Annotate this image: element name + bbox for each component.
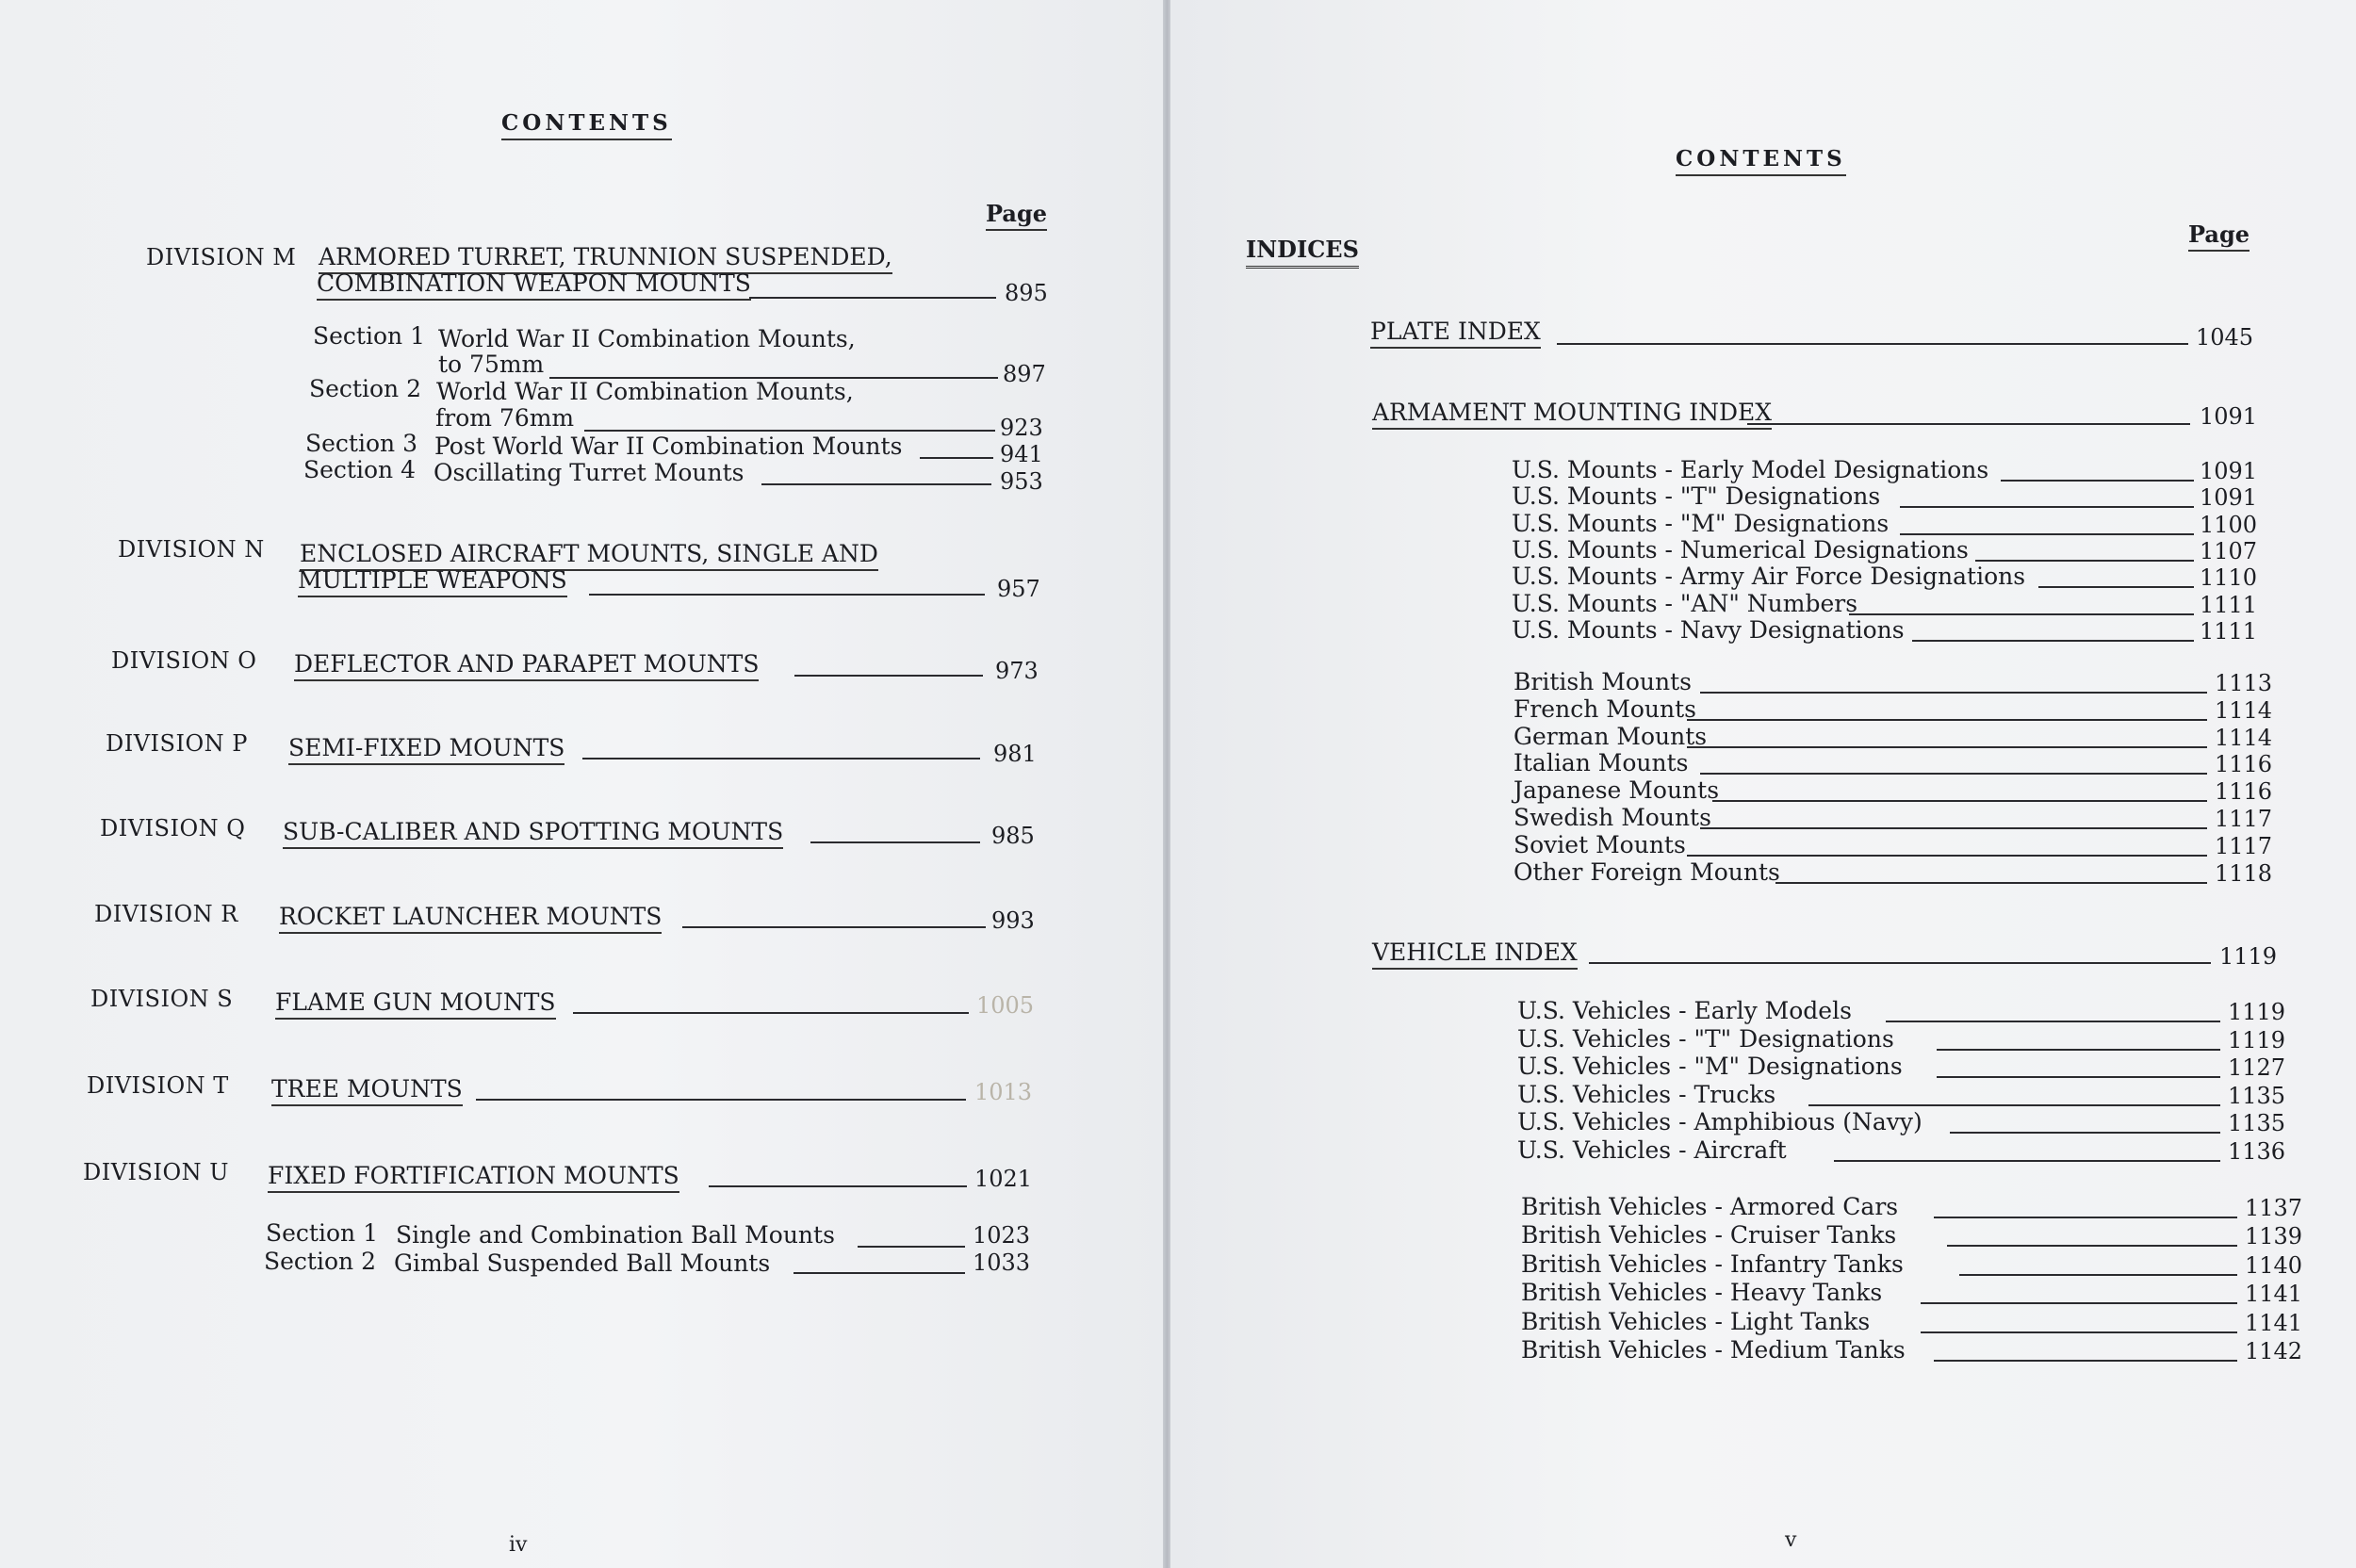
index-row-page: 1091 xyxy=(2200,484,2258,512)
division-title: SEMI-FIXED MOUNTS xyxy=(288,734,564,765)
leader-line xyxy=(1934,1217,2237,1218)
section-label: Section 2 xyxy=(264,1248,376,1275)
section-page-number: 897 xyxy=(1003,361,1046,387)
index-row-page: 1111 xyxy=(2200,591,2258,618)
index-row-page: 1117 xyxy=(2215,806,2273,832)
leader-line xyxy=(1886,1021,2220,1022)
section-title: Oscillating Turret Mounts xyxy=(434,459,744,486)
division-title: TREE MOUNTS xyxy=(271,1075,463,1106)
index-row-page: 1118 xyxy=(2215,859,2273,887)
index-row-title: Soviet Mounts xyxy=(1513,830,1686,858)
division-title: DEFLECTOR AND PARAPET MOUNTS xyxy=(294,650,759,681)
armament-index-title: ARMAMENT MOUNTING INDEX xyxy=(1372,399,1772,430)
index-row-title: U.S. Vehicles - "T" Designations xyxy=(1517,1024,1894,1053)
index-row-title: British Mounts xyxy=(1513,668,1692,695)
division-label: DIVISION T xyxy=(87,1072,229,1099)
section-title: World War II Combination Mounts, xyxy=(438,325,856,352)
section-title-cont: from 76mm xyxy=(435,404,575,432)
index-row-page: 1119 xyxy=(2228,1026,2286,1054)
index-row-title: U.S. Vehicles - Aircraft xyxy=(1517,1136,1787,1164)
right-page xyxy=(1170,0,2356,1568)
section-label: Section 3 xyxy=(305,430,417,457)
section-page-number: 953 xyxy=(1000,468,1043,495)
leader-line xyxy=(1775,882,2207,884)
index-row-title: U.S. Mounts - Navy Designations xyxy=(1512,615,1905,644)
leader-line xyxy=(1937,1076,2220,1078)
left-page-column-label: Page xyxy=(986,200,1047,231)
leader-line xyxy=(1747,423,2190,425)
leader-line xyxy=(1959,1274,2237,1276)
index-row-title: British Vehicles - Infantry Tanks xyxy=(1521,1250,1904,1278)
leader-line xyxy=(1712,800,2207,802)
leader-line xyxy=(920,457,993,459)
index-row-page: 1135 xyxy=(2228,1082,2286,1109)
index-row-page: 1142 xyxy=(2245,1338,2303,1364)
division-page-number: 1021 xyxy=(974,1166,1033,1192)
leader-line xyxy=(584,430,995,432)
index-row-page: 1140 xyxy=(2245,1251,2303,1279)
index-row-title: U.S. Vehicles - Trucks xyxy=(1517,1080,1776,1108)
division-page-number: 1013 xyxy=(974,1079,1033,1105)
leader-line xyxy=(1589,962,2211,964)
index-row-page: 1137 xyxy=(2245,1195,2303,1221)
vehicle-index-page: 1119 xyxy=(2219,943,2278,970)
leader-line xyxy=(1700,773,2207,775)
section-page-number: 1023 xyxy=(973,1222,1031,1249)
division-label: DIVISION P xyxy=(106,730,248,757)
index-row-page: 1127 xyxy=(2228,1054,2286,1082)
index-row-title: U.S. Mounts - "M" Designations xyxy=(1512,509,1890,537)
leader-line xyxy=(589,594,985,596)
index-row-title: U.S. Mounts - Early Model Designations xyxy=(1512,456,1989,483)
leader-line xyxy=(1700,827,2207,829)
section-title: World War II Combination Mounts, xyxy=(436,378,854,405)
leader-line xyxy=(573,1012,969,1014)
division-title-cont: COMBINATION WEAPON MOUNTS xyxy=(317,270,751,301)
leader-line xyxy=(1921,1302,2237,1304)
division-title: ARMORED TURRET, TRUNNION SUSPENDED, xyxy=(319,243,892,274)
division-title: FIXED FORTIFICATION MOUNTS xyxy=(268,1162,679,1193)
leader-line xyxy=(1900,533,2194,535)
division-page-number: 981 xyxy=(993,741,1037,767)
index-row-page: 1141 xyxy=(2245,1281,2303,1308)
division-label: DIVISION R xyxy=(94,901,238,927)
index-row-title: Other Foreign Mounts xyxy=(1513,858,1780,886)
index-row-page: 1136 xyxy=(2228,1138,2286,1165)
leader-line xyxy=(749,297,996,299)
left-contents-heading: CONTENTS xyxy=(501,109,672,140)
section-label: Section 4 xyxy=(303,456,416,483)
right-page-column-label: Page xyxy=(2188,220,2250,252)
index-row-title: U.S. Mounts - "T" Designations xyxy=(1512,482,1881,511)
section-title-cont: to 75mm xyxy=(438,351,545,378)
index-row-title: German Mounts xyxy=(1513,722,1708,750)
leader-line xyxy=(709,1185,967,1187)
division-page-number: 1005 xyxy=(976,992,1035,1019)
index-row-page: 1113 xyxy=(2215,670,2273,696)
left-page xyxy=(0,0,1165,1568)
leader-line xyxy=(858,1246,965,1248)
leader-line xyxy=(2001,480,2194,482)
index-row-page: 1110 xyxy=(2200,564,2258,592)
index-row-page: 1135 xyxy=(2228,1110,2286,1137)
section-label: Section 2 xyxy=(309,375,421,402)
index-row-title: British Vehicles - Light Tanks xyxy=(1521,1307,1871,1335)
index-row-page: 1114 xyxy=(2215,724,2273,751)
leader-line xyxy=(1834,1160,2220,1162)
division-page-number: 973 xyxy=(995,658,1039,684)
left-folio: iv xyxy=(509,1533,528,1557)
index-row-title: U.S. Mounts - "AN" Numbers xyxy=(1512,589,1858,617)
plate-index-title: PLATE INDEX xyxy=(1370,318,1541,349)
vehicle-index-title: VEHICLE INDEX xyxy=(1372,939,1578,970)
index-row-page: 1116 xyxy=(2215,778,2273,806)
section-label: Section 1 xyxy=(313,322,425,350)
leader-line xyxy=(2038,586,2194,588)
index-row-title: British Vehicles - Medium Tanks xyxy=(1521,1336,1906,1364)
division-page-number: 993 xyxy=(991,907,1035,934)
leader-line xyxy=(1912,640,2194,642)
leader-line xyxy=(1937,1049,2220,1051)
index-row-page: 1141 xyxy=(2245,1309,2303,1336)
leader-line xyxy=(1950,1132,2220,1134)
leader-line xyxy=(1687,719,2207,721)
leader-line xyxy=(682,926,986,928)
division-label: DIVISION S xyxy=(90,986,234,1012)
leader-line xyxy=(1700,692,2207,694)
division-page-number: 985 xyxy=(991,823,1035,849)
index-row-title: U.S. Mounts - Army Air Force Designations xyxy=(1512,563,2026,591)
armament-index-page: 1091 xyxy=(2200,403,2258,430)
index-row-page: 1117 xyxy=(2215,832,2273,859)
leader-line xyxy=(1808,1104,2220,1106)
leader-line xyxy=(810,841,980,843)
leader-line xyxy=(1687,855,2207,857)
right-contents-heading: CONTENTS xyxy=(1676,145,1846,176)
division-label: DIVISION N xyxy=(118,536,265,563)
index-row-page: 1111 xyxy=(2200,617,2258,645)
plate-index-page: 1045 xyxy=(2196,324,2254,351)
section-title: Post World War II Combination Mounts xyxy=(434,433,903,460)
division-title: ROCKET LAUNCHER MOUNTS xyxy=(279,903,662,934)
leader-line xyxy=(794,1272,965,1274)
index-row-title: French Mounts xyxy=(1513,694,1696,723)
leader-line xyxy=(1975,560,2194,562)
indices-heading: INDICES xyxy=(1246,236,1359,269)
division-page-number: 957 xyxy=(997,576,1040,602)
index-row-title: U.S. Vehicles - "M" Designations xyxy=(1517,1053,1903,1081)
division-title: SUB-CALIBER AND SPOTTING MOUNTS xyxy=(283,818,783,849)
division-label: DIVISION U xyxy=(83,1159,229,1185)
leader-line xyxy=(476,1099,966,1101)
index-row-title: Italian Mounts xyxy=(1513,749,1689,777)
leader-line xyxy=(1921,1331,2237,1333)
division-title-cont: MULTIPLE WEAPONS xyxy=(298,566,567,597)
leader-line xyxy=(794,675,983,677)
index-row-page: 1119 xyxy=(2228,999,2286,1025)
index-row-page: 1091 xyxy=(2200,458,2258,484)
index-row-page: 1116 xyxy=(2215,751,2273,778)
division-label: DIVISION O xyxy=(111,647,257,674)
division-title: ENCLOSED AIRCRAFT MOUNTS, SINGLE AND xyxy=(300,540,878,571)
index-row-title: British Vehicles - Heavy Tanks xyxy=(1521,1279,1883,1307)
section-label: Section 1 xyxy=(266,1219,378,1247)
section-title: Single and Combination Ball Mounts xyxy=(396,1221,835,1249)
division-label: DIVISION Q xyxy=(100,815,246,841)
index-row-title: U.S. Vehicles - Amphibious (Navy) xyxy=(1517,1108,1922,1136)
division-label: DIVISION M xyxy=(146,244,297,270)
right-folio: v xyxy=(1785,1528,1797,1552)
index-row-page: 1139 xyxy=(2245,1223,2303,1250)
index-row-title: U.S. Vehicles - Early Models xyxy=(1517,997,1852,1024)
division-title: FLAME GUN MOUNTS xyxy=(275,988,556,1020)
leader-line xyxy=(761,483,991,485)
index-row-page: 1100 xyxy=(2200,511,2258,538)
division-page-number: 895 xyxy=(1005,280,1048,306)
section-page-number: 923 xyxy=(1000,415,1043,441)
leader-line xyxy=(1947,1245,2237,1247)
index-row-title: British Vehicles - Armored Cars xyxy=(1521,1193,1899,1220)
index-row-title: Japanese Mounts xyxy=(1513,776,1720,805)
index-row-page: 1107 xyxy=(2200,537,2258,564)
leader-line xyxy=(1934,1360,2237,1362)
index-row-title: U.S. Mounts - Numerical Designations xyxy=(1512,535,1969,564)
section-page-number: 1033 xyxy=(973,1250,1031,1276)
leader-line xyxy=(1557,343,2188,345)
index-row-page: 1114 xyxy=(2215,696,2273,724)
leader-line xyxy=(1900,506,2194,508)
leader-line xyxy=(1849,613,2194,615)
leader-line xyxy=(1687,746,2207,748)
index-row-title: Swedish Mounts xyxy=(1513,804,1711,831)
leader-line xyxy=(582,758,980,760)
index-row-title: British Vehicles - Cruiser Tanks xyxy=(1521,1221,1897,1250)
section-title: Gimbal Suspended Ball Mounts xyxy=(394,1250,771,1277)
section-page-number: 941 xyxy=(1000,441,1043,467)
